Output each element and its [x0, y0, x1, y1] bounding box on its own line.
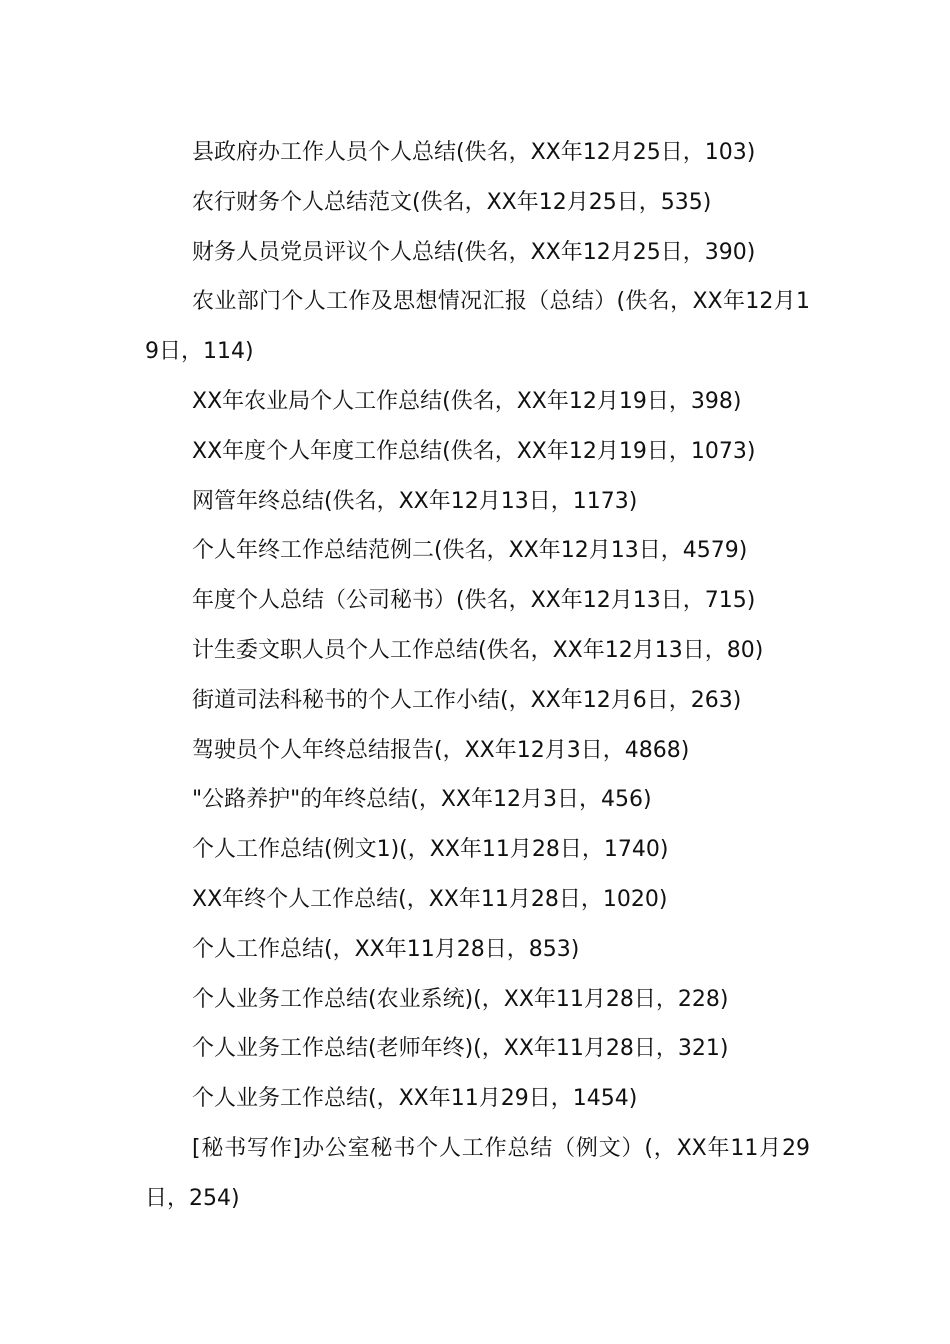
list-item: 计生委文职人员个人工作总结(佚名，XX年12月13日，80)	[192, 637, 764, 663]
list-item: 个人工作总结(，XX年11月28日，853)	[192, 936, 580, 962]
list-item: 个人业务工作总结(，XX年11月29日，1454)	[192, 1086, 638, 1112]
list-item: XX年终个人工作总结(，XX年11月28日，1020)	[192, 886, 668, 912]
list-item: 个人年终工作总结范例二(佚名，XX年12月13日，4579)	[192, 538, 748, 564]
list-item: 财务人员党员评议个人总结(佚名，XX年12月25日，390)	[192, 239, 756, 265]
list-item: 农行财务个人总结范文(佚名，XX年12月25日，535)	[192, 189, 712, 215]
list-item: 年度个人总结（公司秘书）(佚名，XX年12月13日，715)	[192, 588, 756, 614]
list-item: 街道司法科秘书的个人工作小结(，XX年12月6日，263)	[192, 687, 742, 713]
list-item: 个人业务工作总结(老师年终)(，XX年11月28日，321)	[192, 1036, 729, 1062]
list-item: "公路养护"的年终总结(，XX年12月3日，456)	[192, 787, 652, 813]
list-item: 个人业务工作总结(农业系统)(，XX年11月28日，228)	[192, 986, 729, 1012]
list-item: 县政府办工作人员个人总结(佚名，XX年12月25日，103)	[192, 140, 756, 165]
list-item: 农业部门个人工作及思想情况汇报（总结）(佚名，XX年12月19日，114)	[145, 289, 810, 365]
list-item: 个人工作总结(例文1)(，XX年11月28日，1740)	[192, 837, 669, 863]
list-item: [秘书写作]办公室秘书个人工作总结（例文）(，XX年11月29日，254)	[145, 1135, 810, 1211]
list-item: XX年度个人年度工作总结(佚名，XX年12月19日，1073)	[192, 438, 756, 464]
list-item: 网管年终总结(佚名，XX年12月13日，1173)	[192, 488, 638, 514]
list-item: 驾驶员个人年终总结报告(，XX年12月3日，4868)	[192, 737, 690, 763]
document-body	[145, 128, 810, 1224]
list-item: XX年农业局个人工作总结(佚名，XX年12月19日，398)	[192, 388, 742, 414]
